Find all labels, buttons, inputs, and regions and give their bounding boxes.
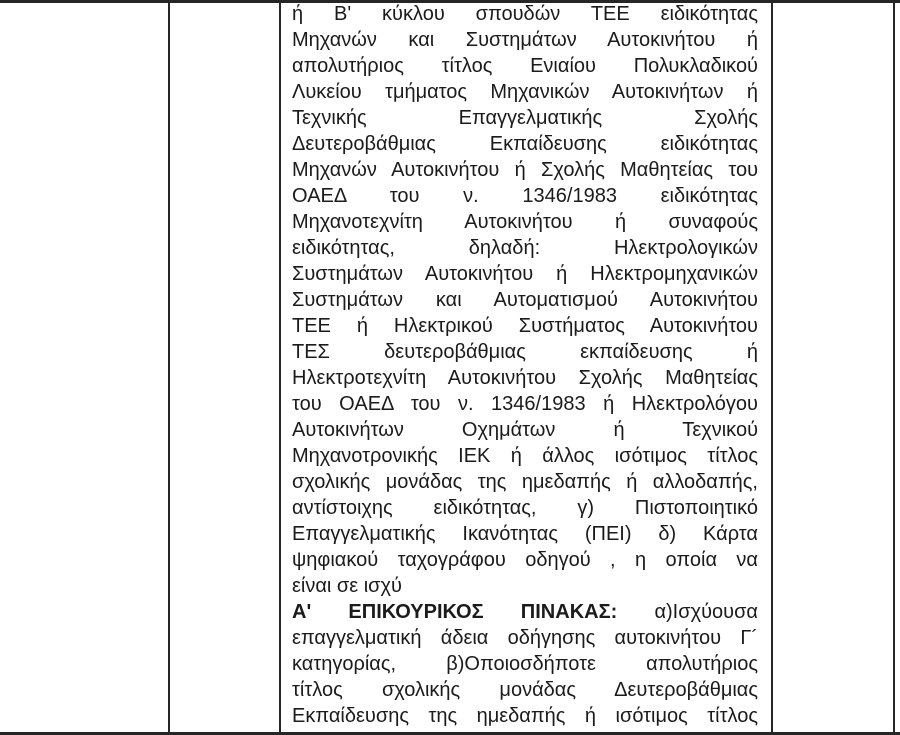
text-line: Συστημάτων και Αυτοματισμού Αυτοκινήτου: [292, 289, 758, 311]
text-line: ΟΑΕΔ του ν. 1346/1983 ειδικότητας: [292, 185, 758, 207]
text-line: ειδικότητας, δηλαδή: Ηλεκτρολογικών: [292, 237, 758, 259]
qualifications-text-cell: [292, 1, 758, 729]
text-line: ΤΕΕ ή Ηλεκτρικού Συστήματος Αυτοκινήτου: [292, 315, 758, 337]
column-divider-4: [893, 0, 895, 735]
text-line-bold-segment: Α' ΕΠΙΚΟΥΡΙΚΟΣ ΠΙΝΑΚΑΣ:: [292, 601, 618, 623]
table-cell-empty-left: [0, 3, 168, 732]
text-line: είναι σε ισχύ: [292, 575, 402, 597]
text-line: Λυκείου τμήματος Μηχανικών Αυτοκινήτων ή: [292, 81, 758, 103]
text-line: επαγγελματική άδεια οδήγησης αυτοκινήτου Γ´: [292, 627, 758, 649]
text-line: ή Β' κύκλου σπουδών ΤΕΕ ειδικότητας: [292, 3, 758, 25]
text-line: του ΟΑΕΔ του ν. 1346/1983 ή Ηλεκτρολόγου: [292, 393, 758, 415]
text-line: Δευτεροβάθμιας Εκπαίδευσης ειδικότητας: [292, 133, 758, 155]
table-cell-empty-middle: [170, 3, 279, 732]
text-line: τίτλος σχολικής μονάδας Δευτεροβάθμιας: [292, 679, 758, 701]
text-line: Μηχανών και Συστημάτων Αυτοκινήτου ή: [292, 29, 758, 51]
text-line: Αυτοκινήτων Οχημάτων ή Τεχνικού: [292, 419, 758, 441]
text-line: απολυτήριος τίτλος Ενιαίου Πολυκλαδικού: [292, 55, 758, 77]
text-line: Μηχανοτρονικής ΙΕΚ ή άλλος ισότιμος τίτλος: [292, 445, 758, 467]
text-line: ΤΕΣ δευτεροβάθμιας εκπαίδευσης ή: [292, 341, 758, 363]
text-line: Α' ΕΠΙΚΟΥΡΙΚΟΣ ΠΙΝΑΚΑΣ: α)Ισχύουσα: [292, 601, 758, 623]
text-line: αντίστοιχης ειδικότητας, γ) Πιστοποιητικό: [292, 497, 758, 519]
column-divider-3: [771, 0, 773, 735]
text-line: Μηχανών Αυτοκινήτου ή Σχολής Μαθητείας του: [292, 159, 758, 181]
text-line: Συστημάτων Αυτοκινήτου ή Ηλεκτρομηχανικών: [292, 263, 758, 285]
text-line: Επαγγελματικής Ικανότητας (ΠΕΙ) δ) Κάρτα: [292, 523, 758, 545]
text-line: Εκπαίδευσης της ημεδαπής ή ισότιμος τίτλος: [292, 705, 758, 727]
text-line: Τεχνικής Επαγγελματικής Σχολής: [292, 107, 758, 129]
column-divider-1: [168, 0, 170, 735]
text-line: σχολικής μονάδας της ημεδαπής ή αλλοδαπής,: [292, 471, 758, 493]
column-divider-2: [279, 0, 281, 735]
text-line: Ηλεκτροτεχνίτη Αυτοκινήτου Σχολής Μαθητείας: [292, 367, 758, 389]
text-line: Μηχανοτεχνίτη Αυτοκινήτου ή συναφούς: [292, 211, 758, 233]
text-line: ψηφιακού ταχογράφου οδηγού , η οποία να: [292, 549, 758, 571]
text-line: κατηγορίας, β)Οποιοσδήποτε απολυτήριος: [292, 653, 758, 675]
table-cell-empty-right: [773, 3, 893, 732]
